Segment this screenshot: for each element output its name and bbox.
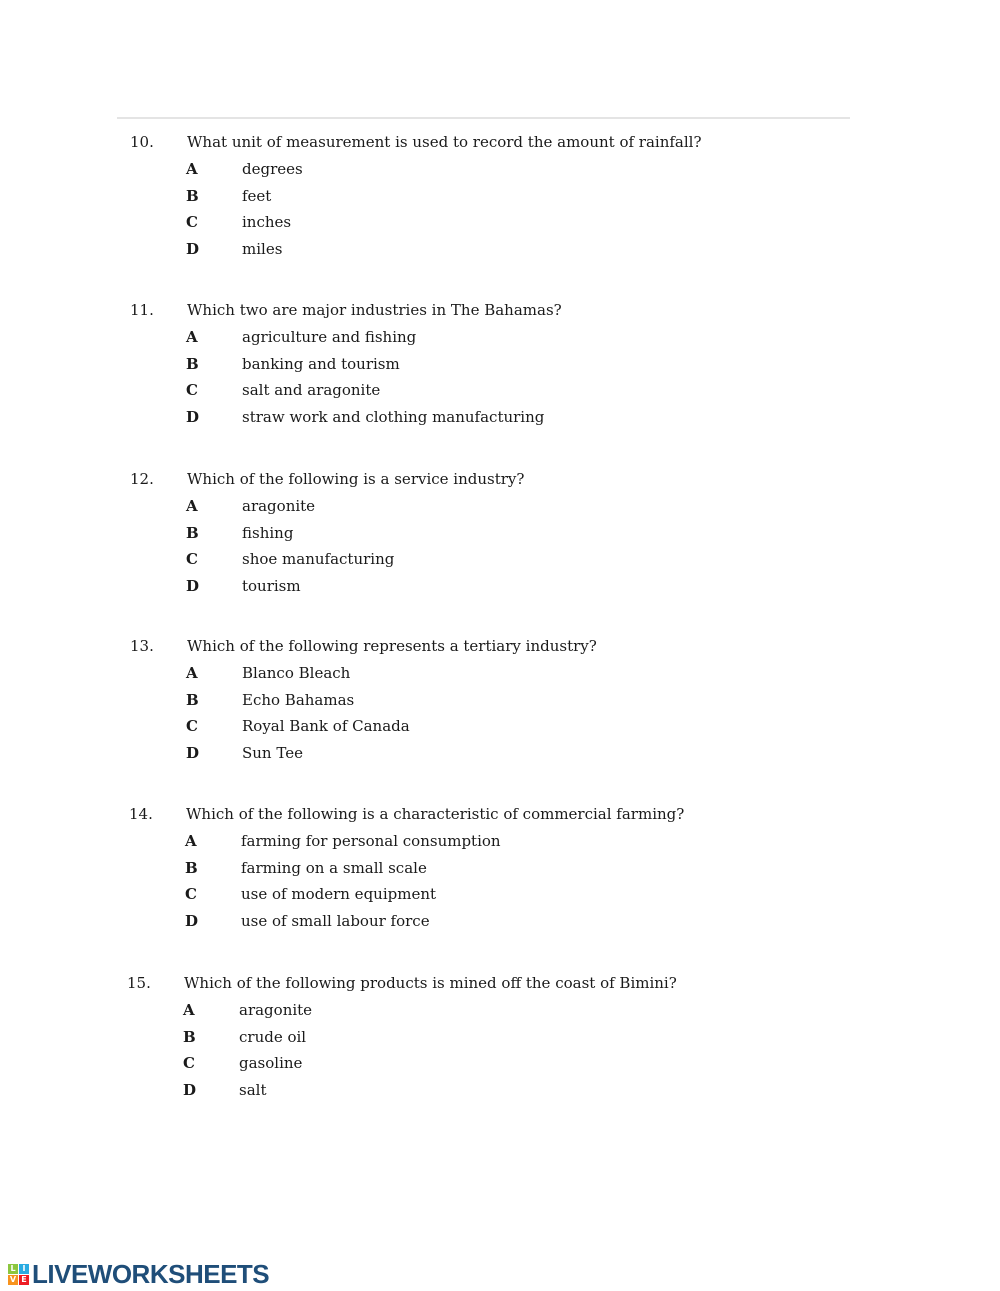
- option-text: Blanco Bleach: [242, 664, 351, 682]
- brand-name: LIVEWORKSHEETS: [32, 1259, 270, 1289]
- option-letter: D: [183, 1080, 197, 1099]
- option-text: salt: [239, 1080, 267, 1099]
- option-text: feet: [242, 186, 272, 205]
- question-number: 14.: [129, 805, 153, 823]
- question-15: [127, 974, 887, 1099]
- option-text: use of small labour force: [241, 911, 430, 930]
- question-number: 15.: [127, 974, 151, 992]
- question-number: 11.: [130, 301, 154, 319]
- option-letter: C: [186, 717, 198, 735]
- option-letter: D: [185, 911, 199, 930]
- question-text: What unit of measurement is used to record the amount of rainfall?: [187, 133, 702, 151]
- option-letter: A: [185, 832, 197, 850]
- option-letter: B: [186, 690, 199, 709]
- option-letter: A: [186, 160, 198, 178]
- option-text: farming on a small scale: [241, 858, 427, 877]
- option-text: banking and tourism: [242, 354, 400, 373]
- question-text: Which two are major industries in The Bahamas?: [187, 301, 562, 319]
- top-divider: [117, 117, 850, 119]
- question-12: [130, 470, 890, 595]
- option-text: inches: [242, 213, 292, 231]
- option-text: agriculture and fishing: [242, 328, 417, 346]
- option-text: crude oil: [239, 1027, 307, 1046]
- option-letter: C: [183, 1054, 195, 1072]
- question-number: 12.: [130, 470, 154, 488]
- option-letter: D: [186, 239, 200, 258]
- question-14: [129, 805, 889, 930]
- option-letter: C: [186, 381, 198, 399]
- question-13: [130, 637, 890, 762]
- option-letter: C: [186, 550, 198, 568]
- option-text: farming for personal consumption: [241, 832, 501, 850]
- option-text: tourism: [242, 576, 301, 595]
- option-letter: A: [186, 497, 198, 515]
- option-text: Echo Bahamas: [242, 690, 355, 709]
- option-text: Royal Bank of Canada: [242, 717, 410, 735]
- option-text: fishing: [242, 523, 294, 542]
- option-letter: A: [186, 328, 198, 346]
- option-letter: B: [186, 186, 199, 205]
- liveworksheets-logo: [8, 1259, 269, 1290]
- option-letter: D: [186, 576, 200, 595]
- option-letter: C: [185, 885, 197, 903]
- option-text: degrees: [242, 160, 303, 178]
- option-letter: B: [186, 523, 199, 542]
- question-text: Which of the following represents a tertiary industry?: [187, 637, 597, 655]
- option-letter: A: [183, 1001, 195, 1019]
- option-text: aragonite: [239, 1001, 313, 1019]
- option-text: gasoline: [239, 1054, 303, 1072]
- question-text: Which of the following is a service industry?: [187, 470, 525, 488]
- option-letter: B: [185, 858, 198, 877]
- question-10: [130, 133, 890, 258]
- option-letter: A: [186, 664, 198, 682]
- option-text: salt and aragonite: [242, 381, 381, 399]
- question-text: Which of the following is a characteristic of commercial farming?: [186, 805, 685, 823]
- question-number: 13.: [130, 637, 154, 655]
- option-text: aragonite: [242, 497, 316, 515]
- option-letter: C: [186, 213, 198, 231]
- option-text: miles: [242, 239, 283, 258]
- option-letter: D: [186, 743, 200, 762]
- logo-blocks-icon: L I V E: [8, 1264, 29, 1285]
- question-11: [130, 301, 890, 426]
- option-letter: B: [183, 1027, 196, 1046]
- option-letter: B: [186, 354, 199, 373]
- option-text: straw work and clothing manufacturing: [242, 407, 545, 426]
- option-text: shoe manufacturing: [242, 550, 395, 568]
- question-text: Which of the following products is mined off the coast of Bimini?: [184, 974, 677, 992]
- option-text: use of modern equipment: [241, 885, 437, 903]
- option-text: Sun Tee: [242, 743, 303, 762]
- option-letter: D: [186, 407, 200, 426]
- question-number: 10.: [130, 133, 154, 151]
